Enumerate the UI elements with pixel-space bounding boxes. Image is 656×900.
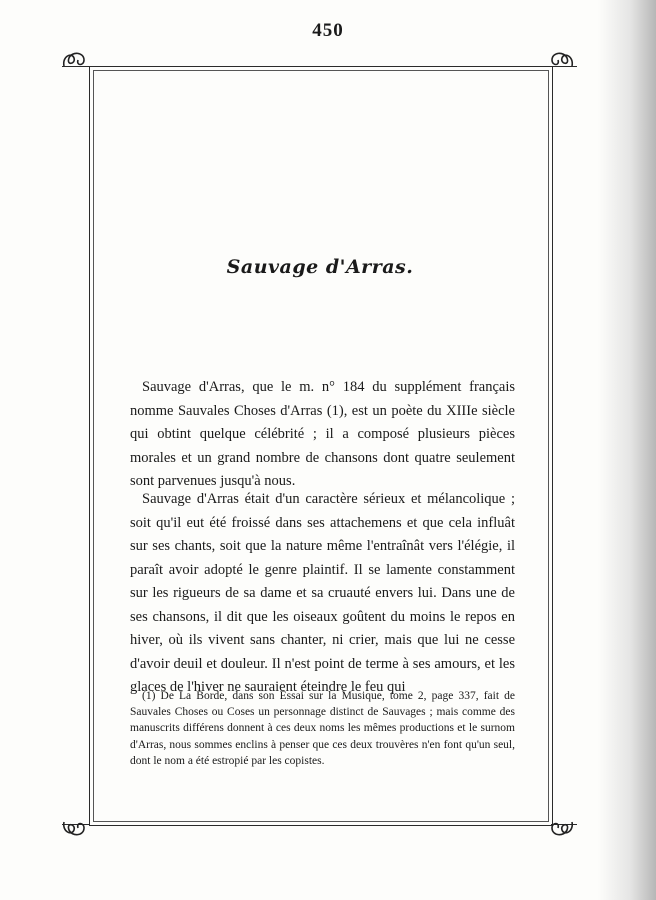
corner-ornament-bottom-right-icon <box>548 818 576 840</box>
corner-ornament-bottom-left-icon <box>60 818 88 840</box>
page-number: 450 <box>312 20 344 41</box>
chapter-title: Sauvage d'Arras. <box>226 256 414 278</box>
page-gutter-shadow <box>598 0 656 900</box>
corner-ornament-top-right-icon <box>548 48 576 70</box>
corner-ornament-top-left-icon <box>60 48 88 70</box>
body-paragraph-2: Sauvage d'Arras était d'un caractère sérieux et mélancolique ; soit qu'il eut été froissé dans ses attachemens et que cela influât sur ses chants, soit que la nature même l'entraînât vers l'élégie, il paraît avoir adopté le genre plaintif. Il se lamente constamment sur les rigueurs de sa dame et sa cruauté envers lui. Dans une de ses chansons, il dit que les oiseaux goûtent du moins le repos en hiver, où ils vivent sans chanter, ni crier, mais que lui ne cesse d'avoir deuil et douleur. Il n'est point de terme à ses amours, et les glaces de l'hiver ne sauraient éteindre le feu qui <box>130 491 515 695</box>
body-paragraph-1: Sauvage d'Arras, que le m. n° 184 du supplément français nomme Sauvales Choses d'Arras (1), est un poète du XIIIe siècle qui obtint quelque célébrité ; il a composé plusieurs pièces morales et un grand nombre de chansons dont quatre seulement sont parvenues jusqu'à nous. <box>130 379 515 489</box>
footnote: (1) De La Borde, dans son Essai sur la Musique, tome 2, page 337, fait de Sauvales Choses ou Coses un personnage distinct de Sauvages ; mais comme des manuscrits différens donnent à ces deux noms les mêmes productions et le surnom d'Arras, nous sommes enclins à penser que ces deux trouvères n'en font qu'un seul, dont le nom a été estropié par les copistes. <box>130 690 515 767</box>
